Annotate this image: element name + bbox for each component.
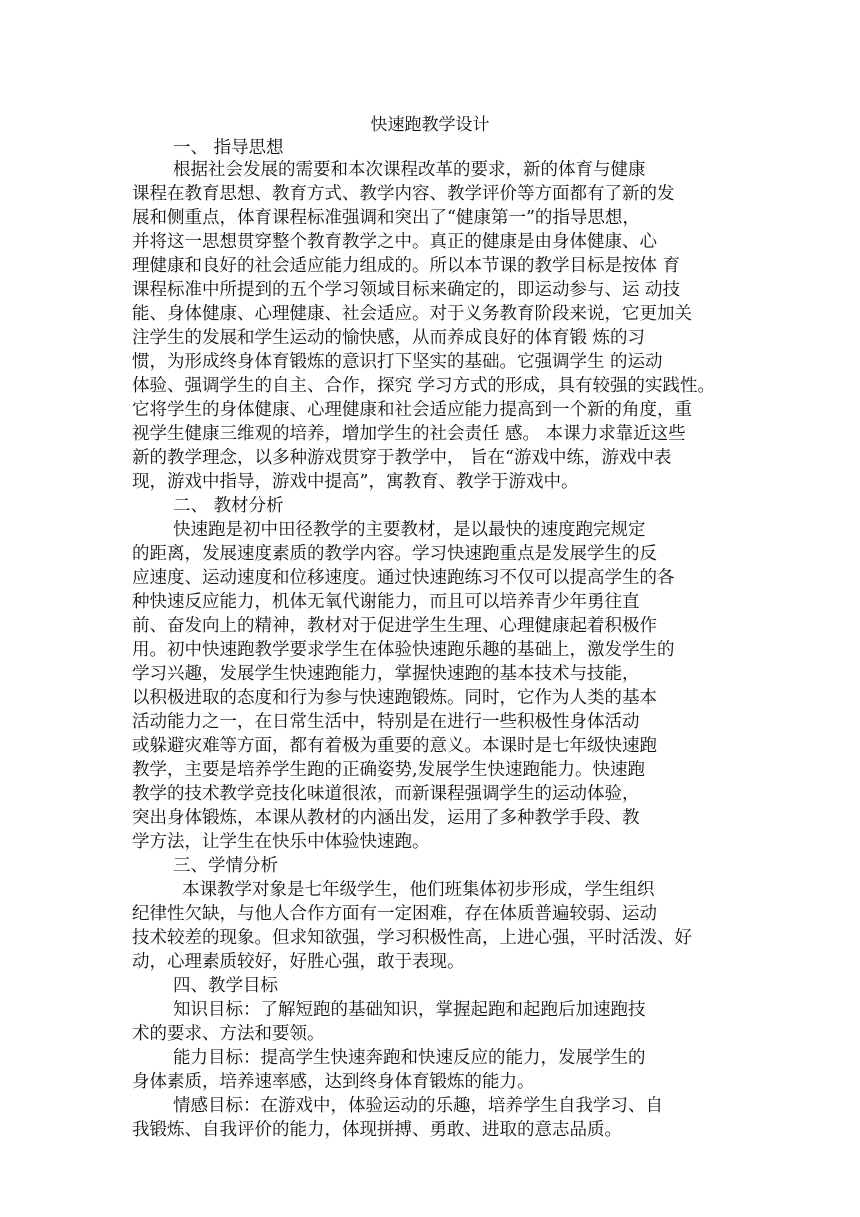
- paragraph-line: 身体素质，培养速率感，达到终身体育锻炼的能力。: [132, 1072, 535, 1092]
- paragraph-line: 现，游戏中指导，游戏中提高”，寓教育、教学于游戏中。: [132, 472, 579, 492]
- paragraph-line: 本课教学对象是七年级学生，他们班集体初步形成，学生组织: [182, 880, 655, 900]
- document-title: 快速跑教学设计: [370, 115, 490, 135]
- paragraph-line: 根据社会发展的需要和本次课程改革的要求，新的体育与健康: [173, 160, 646, 180]
- paragraph-line: 术的要求、方法和要领。: [132, 1024, 325, 1044]
- heading-student-analysis: 三、学情分析: [173, 856, 278, 876]
- paragraph-line: 注学生的发展和学生运动的愉快感，从而养成良好的体育锻 炼的习: [132, 328, 646, 348]
- heading-teaching-objectives: 四、教学目标: [173, 976, 278, 996]
- paragraph-line: 快速跑是初中田径教学的主要教材，是以最快的速度跑完规定: [173, 520, 646, 540]
- paragraph-line: 学方法，让学生在快乐中体验快速跑。: [132, 832, 430, 852]
- paragraph-line: 教学的技术教学竞技化味道很浓，而新课程强调学生的运动体验，: [132, 784, 640, 804]
- paragraph-line: 知识目标：了解短跑的基础知识，掌握起跑和起跑后加速跑技: [173, 1000, 646, 1020]
- paragraph-line: 技术较差的现象。但求知欲强，学习积极性高，上进心强，平时活泼、好: [132, 928, 692, 948]
- paragraph-line: 用。初中快速跑教学要求学生在体验快速跑乐趣的基础上，激发学生的: [132, 640, 675, 660]
- paragraph-line: 惯，为形成终身体育锻炼的意识打下坚实的基础。它强调学生 的运动: [132, 352, 663, 372]
- paragraph-line: 情感目标：在游戏中，体验运动的乐趣，培养学生自我学习、自: [173, 1096, 663, 1116]
- paragraph-line: 活动能力之一，在日常生活中，特别是在进行一些积极性身体活动: [132, 712, 640, 732]
- paragraph-line: 能、身体健康、心理健康、社会适应。对于义务教育阶段来说，它更加关: [132, 304, 692, 324]
- paragraph-line: 课程标准中所提到的五个学习领域目标来确定的，即运动参与、运 动技: [132, 280, 681, 300]
- paragraph-line: 它将学生的身体健康、心理健康和社会适应能力提高到一个新的角度，重: [132, 400, 692, 420]
- paragraph-line: 体验、强调学生的自主、合作，探究 学习方式的形成，具有较强的实践性。: [132, 376, 716, 396]
- paragraph-line: 学习兴趣，发展学生快速跑能力，掌握快速跑的基本技术与技能，: [132, 664, 640, 684]
- paragraph-line: 应速度、运动速度和位移速度。通过快速跑练习不仅可以提高学生的各: [132, 568, 675, 588]
- paragraph-line: 突出身体锻炼，本课从教材的内涵出发，运用了多种教学手段、教: [132, 808, 640, 828]
- heading-guiding-ideology: 一、 指导思想: [173, 138, 284, 158]
- paragraph-line: 纪律性欠缺，与他人合作方面有一定困难，存在体质普遍较弱、运动: [132, 904, 657, 924]
- paragraph-line: 前、奋发向上的精神，教材对于促进学生生理、心理健康起着积极作: [132, 616, 657, 636]
- paragraph-line: 动，心理素质较好，好胜心强，敢于表现。: [132, 952, 465, 972]
- paragraph-line: 能力目标：提高学生快速奔跑和快速反应的能力，发展学生的: [173, 1048, 646, 1068]
- paragraph-line: 课程在教育思想、教育方式、教学内容、教学评价等方面都有了新的发: [132, 184, 675, 204]
- paragraph-line: 视学生健康三维观的培养，增加学生的社会责任 感。 本课力求靠近这些: [132, 424, 686, 444]
- paragraph-line: 以积极进取的态度和行为参与快速跑锻炼。同时，它作为人类的基本: [132, 688, 657, 708]
- paragraph-line: 种快速反应能力，机体无氧代谢能力，而且可以培养青少年勇往直: [132, 592, 640, 612]
- paragraph-line: 或躲避灾难等方面，都有着极为重要的意义。本课时是七年级快速跑: [132, 736, 657, 756]
- paragraph-line: 的距离，发展速度素质的教学内容。学习快速跑重点是发展学生的反: [132, 544, 657, 564]
- paragraph-line: 并将这一思想贯穿整个教育教学之中。真正的健康是由身体健康、心: [132, 232, 657, 252]
- paragraph-line: 新的教学理念，以多种游戏贯穿于教学中， 旨在“游戏中练，游戏中表: [132, 448, 672, 468]
- paragraph-line: 理健康和良好的社会适应能力组成的。所以本节课的教学目标是按体 育: [132, 256, 681, 276]
- paragraph-line: 教学，主要是培养学生跑的正确姿势,发展学生快速跑能力。快速跑: [132, 760, 646, 780]
- paragraph-line: 我锻炼、自我评价的能力，体现拼搏、勇敢、进取的意志品质。: [132, 1120, 622, 1140]
- heading-material-analysis: 二、 教材分析: [173, 496, 284, 516]
- paragraph-line: 展和侧重点，体育课程标准强调和突出了“健康第一”的指导思想，: [132, 208, 640, 228]
